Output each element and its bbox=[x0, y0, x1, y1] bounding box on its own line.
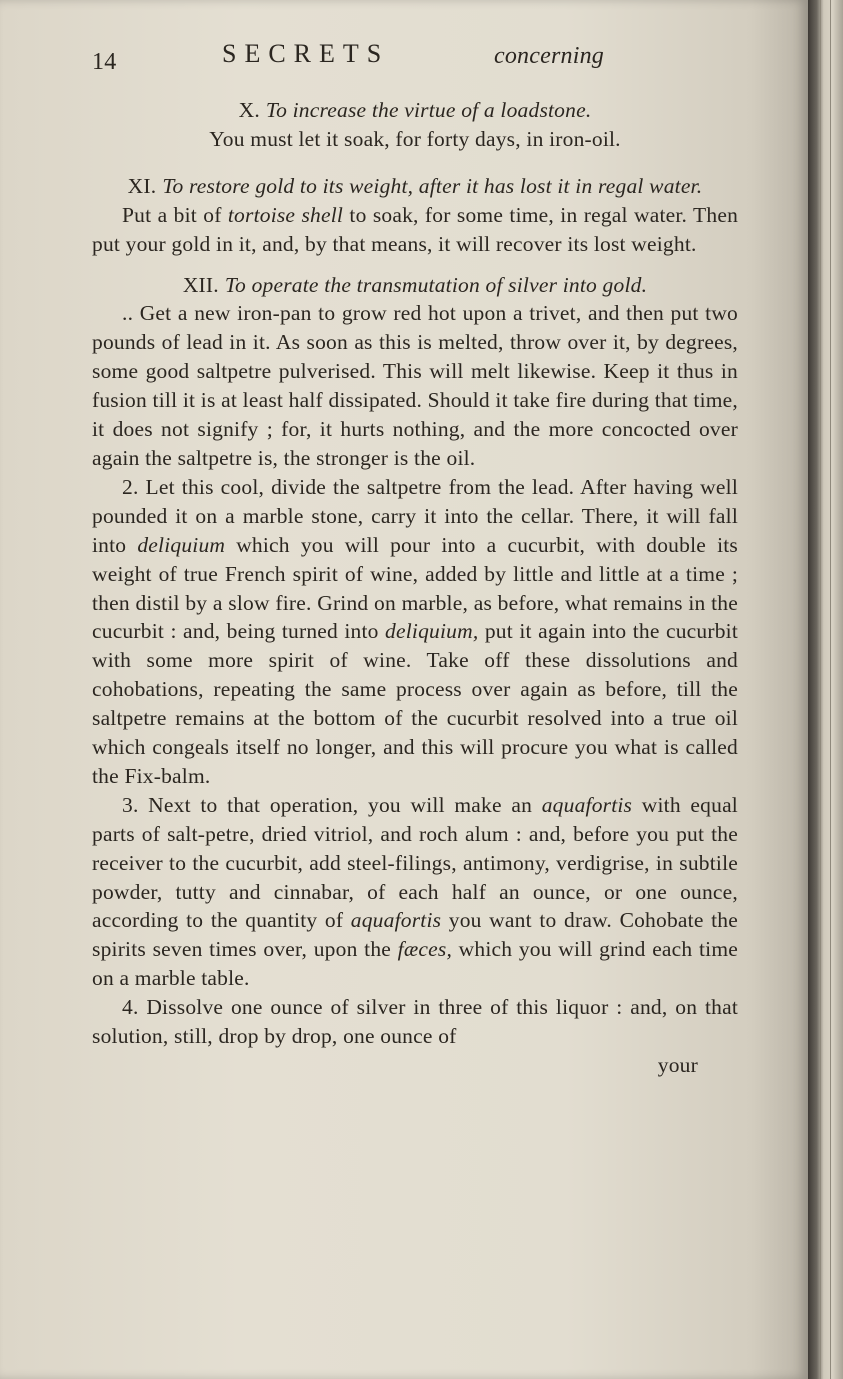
paragraph-3: 3. Next to that operation, you will make an aquafortis with equal parts of salt-petre, dried vitriol, and roch alum : and, before you put the receiver to the cucurbit, add steel-filings, antimony, verdigrise, in subtile powder, tutty and cinnabar, of each half an ounce, or one ounce, according to the quantity of aquafortis you want to draw. Cohobate the spirits seven times over, upon the fæces, which you will grind each time on a marble table. bbox=[92, 792, 739, 991]
section-body-x: You must let it soak, for forty days, in iron-oil. bbox=[209, 126, 621, 151]
page-text bbox=[92, 38, 738, 1080]
section-heading-x: X. To increase the virtue of a loadstone. bbox=[238, 98, 592, 122]
running-title: SECRETS bbox=[222, 39, 390, 68]
page-number: 14 bbox=[92, 49, 117, 75]
paragraph-1: .. Get a new iron-pan to grow red hot upon a trivet, and then put two pounds of lead in it. As soon as this is melted, throw over it, by degrees, some good saltpetre pulverised. This will melt likewise. Keep it thus in fusion till it is at least half dissipated. Should it take fire during that time, it does not signify ; for, it hurts nothing, and the more concocted over again the saltpetre is, the stronger is the oil. bbox=[92, 301, 738, 470]
section-heading-xi: XI. To restore gold to its weight, after it has lost it in regal water. bbox=[127, 173, 703, 198]
paragraph-4: 4. Dissolve one ounce of silver in three of this liquor : and, on that solution, still, drop by drop, one ounce of bbox=[92, 995, 738, 1049]
catchword: your bbox=[657, 1053, 698, 1077]
book-gutter bbox=[808, 0, 843, 1379]
running-title-italic: concerning bbox=[494, 43, 604, 69]
paragraph-2: 2. Let this cool, divide the saltpetre from the lead. After having well pounded it on a marble stone, carry it into the cellar. There, it will fall into deliquium which you will pour into a cucurbit, with double its weight of true French spirit of wine, added by little and little at a time ; then distil by a slow fire. Grind on marble, as before, what remains in the cucurbit : and, being turned into deliquium, put it again into the cucurbit with some more spirit of wine. Take off these dissolutions and cohobations, repeating the same process over again as before, till the saltpetre remains at the bottom of the cucurbit resolved into a true oil which congeals itself no longer, and this will procure you what is called the Fix-balm. bbox=[92, 474, 739, 788]
section-heading-xii: XII. To operate the transmutation of silver into gold. bbox=[182, 272, 648, 297]
section-body-xi: Put a bit of tortoise shell to soak, for some time, in regal water. Then put your gold in it, and, by that means, it will recover its lost weight. bbox=[92, 202, 739, 256]
running-header bbox=[92, 38, 738, 78]
